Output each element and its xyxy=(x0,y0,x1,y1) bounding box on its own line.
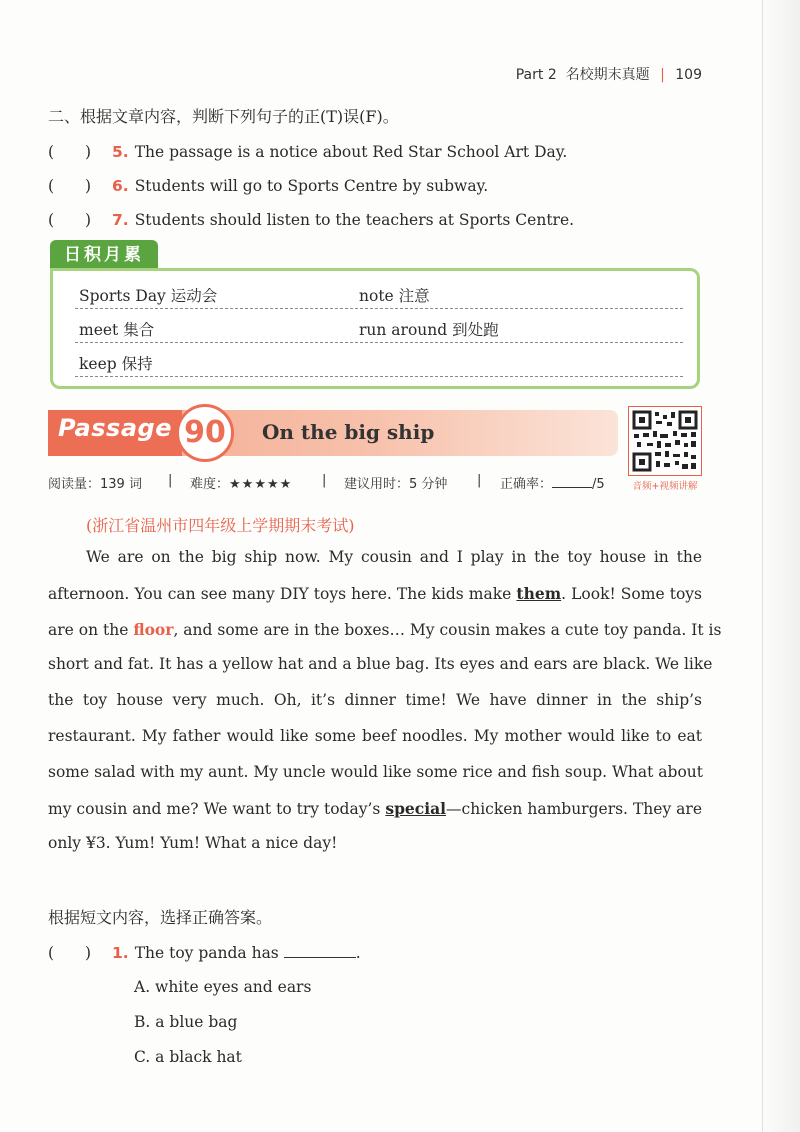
vocab-tab: 日积月累 xyxy=(50,240,158,270)
page-header xyxy=(516,64,702,84)
accuracy xyxy=(500,473,605,492)
questions-title: 根据短文内容，选择正确答案。 xyxy=(48,908,273,927)
question-end: . xyxy=(355,944,361,962)
question-text: Students should listen to the teachers at Sports Centre. xyxy=(134,211,575,229)
vocab-row xyxy=(75,309,683,343)
option-b[interactable]: B. a blue bag xyxy=(134,1013,238,1031)
page-edge-line xyxy=(762,0,763,1132)
question-text: Students will go to Sports Centre by subway. xyxy=(134,177,489,195)
text-run: my cousin and me? We want to try today’s xyxy=(48,799,386,818)
question-number: 5. xyxy=(112,143,129,161)
underlined-word: special xyxy=(385,798,447,818)
page-number: 109 xyxy=(675,67,702,83)
reading-count: 阅读量：139 词 xyxy=(48,477,142,492)
passage-line: some salad with my aunt. My uncle would like some rice and fish soup. What about xyxy=(48,762,703,781)
question-text: The passage is a notice about Red Star School Art Day. xyxy=(134,143,568,161)
passage-line: only ¥3. Yum! Yum! What a nice day! xyxy=(48,834,338,853)
passage-line: We are on the big ship now. My cousin and I play in the toy house in the xyxy=(86,548,702,566)
vocab-row xyxy=(75,275,683,309)
accuracy-label: 正确率： xyxy=(500,477,553,492)
page-edge-shadow xyxy=(760,0,800,1132)
header-separator: | xyxy=(660,67,665,83)
vocab-term: meet 集合 xyxy=(79,321,155,339)
difficulty-label: 难度： xyxy=(190,477,230,492)
passage-number: 90 xyxy=(176,404,234,462)
header-part: Part 2 xyxy=(515,67,557,83)
passage-line xyxy=(48,612,722,648)
passage-line xyxy=(48,791,702,827)
suggested-time: 建议用时：5 分钟 xyxy=(344,477,448,492)
text-run: , and some are in the boxes… My cousin makes a cute toy panda. It is xyxy=(173,620,722,639)
passage-line: restaurant. My father would like some beef noodles. My mother would like to eat xyxy=(48,726,702,745)
meta-separator: | xyxy=(322,473,327,488)
star-icon: ★★★★★ xyxy=(229,477,293,492)
difficulty xyxy=(190,473,292,492)
tf-question-5 xyxy=(48,140,567,162)
meta-separator: | xyxy=(168,473,173,488)
question-number: 1. xyxy=(112,944,129,962)
text-run: —chicken hamburgers. They are xyxy=(446,799,703,818)
passage-label: Passage xyxy=(58,414,172,442)
option-a[interactable]: A. white eyes and ears xyxy=(134,978,312,996)
option-c[interactable]: C. a black hat xyxy=(134,1048,242,1066)
tf-question-6 xyxy=(48,174,488,196)
text-run: . Look! Some toys xyxy=(561,584,702,603)
vocab-box xyxy=(50,268,700,389)
underlined-word: them xyxy=(516,583,562,603)
answer-blank[interactable]: ( ) xyxy=(48,143,92,161)
vocab-term: keep 保持 xyxy=(79,355,153,373)
answer-blank[interactable]: ( ) xyxy=(48,211,92,229)
passage-line xyxy=(48,576,702,612)
highlighted-word: floor xyxy=(133,619,174,639)
question-text: The toy panda has xyxy=(134,944,279,962)
passage-title: On the big ship xyxy=(262,420,435,444)
qr-code-icon[interactable] xyxy=(628,406,702,476)
accuracy-total: /5 xyxy=(592,477,605,492)
vocab-term: Sports Day 运动会 xyxy=(79,287,218,305)
mc-question-1 xyxy=(48,941,361,963)
header-section: 名校期末真题 xyxy=(565,67,650,83)
question-number: 6. xyxy=(112,177,129,195)
answer-blank[interactable]: ( ) xyxy=(48,177,92,195)
accuracy-blank[interactable] xyxy=(552,475,592,488)
vocab-row xyxy=(75,343,683,377)
qr-caption: 音频+视频讲解 xyxy=(632,481,698,492)
answer-blank[interactable]: ( ) xyxy=(48,944,92,962)
fill-blank[interactable] xyxy=(284,945,356,958)
passage-source: (浙江省温州市四年级上学期期末考试) xyxy=(86,516,355,535)
passage-line: short and fat. It has a yellow hat and a blue bag. Its eyes and ears are black. We like xyxy=(48,655,713,674)
vocab-term: note 注意 xyxy=(359,287,430,305)
question-number: 7. xyxy=(112,211,129,229)
section-title: 二、根据文章内容，判断下列句子的正(T)误(F)。 xyxy=(48,107,399,126)
tf-question-7 xyxy=(48,208,574,230)
vocab-term: run around 到处跑 xyxy=(359,321,499,339)
text-run: afternoon. You can see many DIY toys here. The kids make xyxy=(48,584,517,603)
passage-body xyxy=(48,540,722,862)
meta-separator: | xyxy=(477,473,482,488)
text-run: are on the xyxy=(48,620,134,639)
passage-line: the toy house very much. Oh, it’s dinner time! We have dinner in the ship’s xyxy=(48,691,702,710)
